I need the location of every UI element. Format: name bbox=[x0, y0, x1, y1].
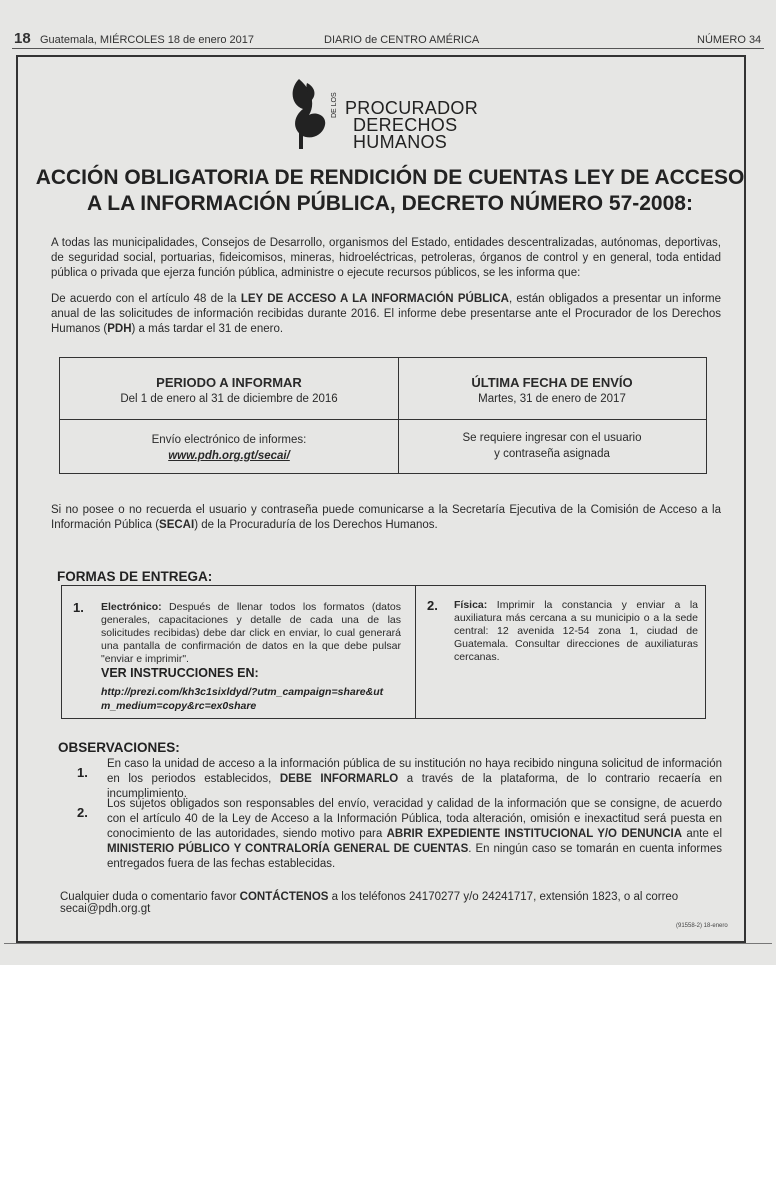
header-date: Guatemala, MIÉRCOLES 18 de enero 2017 bbox=[40, 34, 255, 46]
info-table bbox=[59, 357, 707, 474]
period-cell bbox=[60, 375, 398, 407]
period-heading: PERIODO A INFORMAR bbox=[156, 375, 302, 390]
logo-line-2: DERECHOS bbox=[353, 115, 458, 135]
obs-item-1: En caso la unidad de acceso a la información pública de su institución no haya recibido ninguna solicitud de información en los periodos establecidos, DEBE INFORMARLO a través de la plataforma, de lo contrario recaería en incumplimiento. bbox=[107, 758, 722, 800]
page-bottom-rule bbox=[4, 943, 772, 944]
obs-number-1: 1. bbox=[77, 765, 88, 780]
delivery-physical: Física: Imprimir la constancia y enviar a la auxiliatura más cercana a su municipio o a la sede central: 12 avenida 12-54 zona 1, ciudad de Guatemala. Consultar direcciones de auxiliaturas cercanas. bbox=[454, 599, 698, 663]
deadline-heading: ÚLTIMA FECHA DE ENVÍO bbox=[471, 375, 633, 390]
pdh-link[interactable]: www.pdh.org.gt/secai/ bbox=[168, 450, 290, 462]
period-value: Del 1 de enero al 31 de diciembre de 2016 bbox=[120, 393, 338, 405]
title-line-1: ACCIÓN OBLIGATORIA DE RENDICIÓN DE CUENTAS LEY DE ACCESO bbox=[35, 166, 745, 189]
instructions-link[interactable]: http://prezi.com/kh3c1sixldyd/?utm_campaign=share&utm_medium=copy&rc=ex0share bbox=[101, 686, 384, 712]
contact-line: Cualquier duda o comentario favor CONTÁCTENOS a los teléfonos 24170277 y/o 24241717, extensión 1823, o al correo secai@pdh.org.gt bbox=[60, 891, 679, 915]
delivery-number-2: 2. bbox=[427, 598, 438, 613]
secai-acronym: SECAI bbox=[159, 519, 195, 531]
secai-paragraph: Si no posee o no recuerda el usuario y contraseña puede comunicarse a la Secretaría Ejecutiva de la Comisión de Acceso a la Información Pública (SECAI) de la Procuraduría de los Derechos Humanos. bbox=[51, 504, 721, 531]
credentials-line-1: Se requiere ingresar con el usuario bbox=[462, 432, 642, 444]
delivery-table bbox=[61, 585, 706, 719]
logo-line-1: PROCURADOR bbox=[345, 98, 479, 118]
article-paragraph: De acuerdo con el artículo 48 de la LEY DE ACCESO A LA INFORMACIÓN PÚBLICA, están obligados a presentar un informe anual de las solicitudes de información recibidas durante 2016. El informe debe presentarse ante el Procurador de los Derechos Humanos (PDH) a más tardar el 31 de enero. bbox=[51, 293, 721, 335]
electronic-cell bbox=[60, 432, 398, 464]
issue-number: NÚMERO 34 bbox=[697, 34, 762, 46]
logo-de-los: DE LOS bbox=[331, 92, 338, 118]
credentials-line-2: y contraseña asignada bbox=[494, 448, 610, 460]
delivery-electronic: Electrónico: Después de llenar todos los formatos (datos generales, capacitaciones y detalle de cada una de las solicitudes recibidas) debe dar click en enviar, lo cual generará una pantalla de confirmación de datos en la que debe pulsar "enviar e imprimir". bbox=[101, 601, 401, 665]
title-line-2: A LA INFORMACIÓN PÚBLICA, DECRETO NÚMERO 57-2008: bbox=[87, 192, 693, 215]
credentials-cell bbox=[398, 430, 706, 462]
newspaper-name: DIARIO de CENTRO AMÉRICA bbox=[324, 34, 480, 46]
delivery-number-1: 1. bbox=[73, 600, 84, 615]
deadline-value: Martes, 31 de enero de 2017 bbox=[478, 393, 626, 405]
formas-heading: FORMAS DE ENTREGA: bbox=[57, 569, 213, 584]
electronic-label: Envío electrónico de informes: bbox=[151, 434, 307, 446]
header-rule bbox=[12, 48, 764, 49]
obs-number-2: 2. bbox=[77, 805, 88, 820]
intro-paragraph: A todas las municipalidades, Consejos de Desarrollo, organismos del Estado, entidades descentralizadas, autónomas, deportivas, de seguridad social, portuarias, fideicomisos, mineras, hidroeléctricas, petroleras, órganos de control y en general, toda entidad pública o privada que ejerza función pública, administre o ejecute recursos públicos, se les informa que: bbox=[51, 237, 721, 279]
pdh-acronym: PDH bbox=[107, 323, 132, 335]
observaciones-heading: OBSERVACIONES: bbox=[58, 740, 180, 755]
deadline-cell bbox=[398, 375, 706, 407]
instructions-label: VER INSTRUCCIONES EN: bbox=[101, 666, 259, 680]
law-name: LEY DE ACCESO A LA INFORMACIÓN PÚBLICA bbox=[240, 293, 509, 305]
logo-line-3: HUMANOS bbox=[353, 132, 448, 152]
page-number: 18 bbox=[14, 30, 31, 47]
ad-reference: (91558-2) 18-enero bbox=[676, 923, 728, 929]
obs-item-2: Los sujetos obligados son responsables del envío, veracidad y calidad de la información que se consigne, de acuerdo con el artículo 40 de la Ley de Acceso a la Información Pública, toda alteración, omisión e inexactitud será puesta en conocimiento de las autoridades, siendo motivo para ABRIR EXPEDIENTE INSTITUCIONAL Y/O DENUNCIA ante el MINISTERIO PÚBLICO Y CONTRALORÍA GENERAL DE CUENTAS. En ningún caso se tomarán en cuenta informes entregados fuera de las fechas establecidas. bbox=[107, 798, 723, 870]
